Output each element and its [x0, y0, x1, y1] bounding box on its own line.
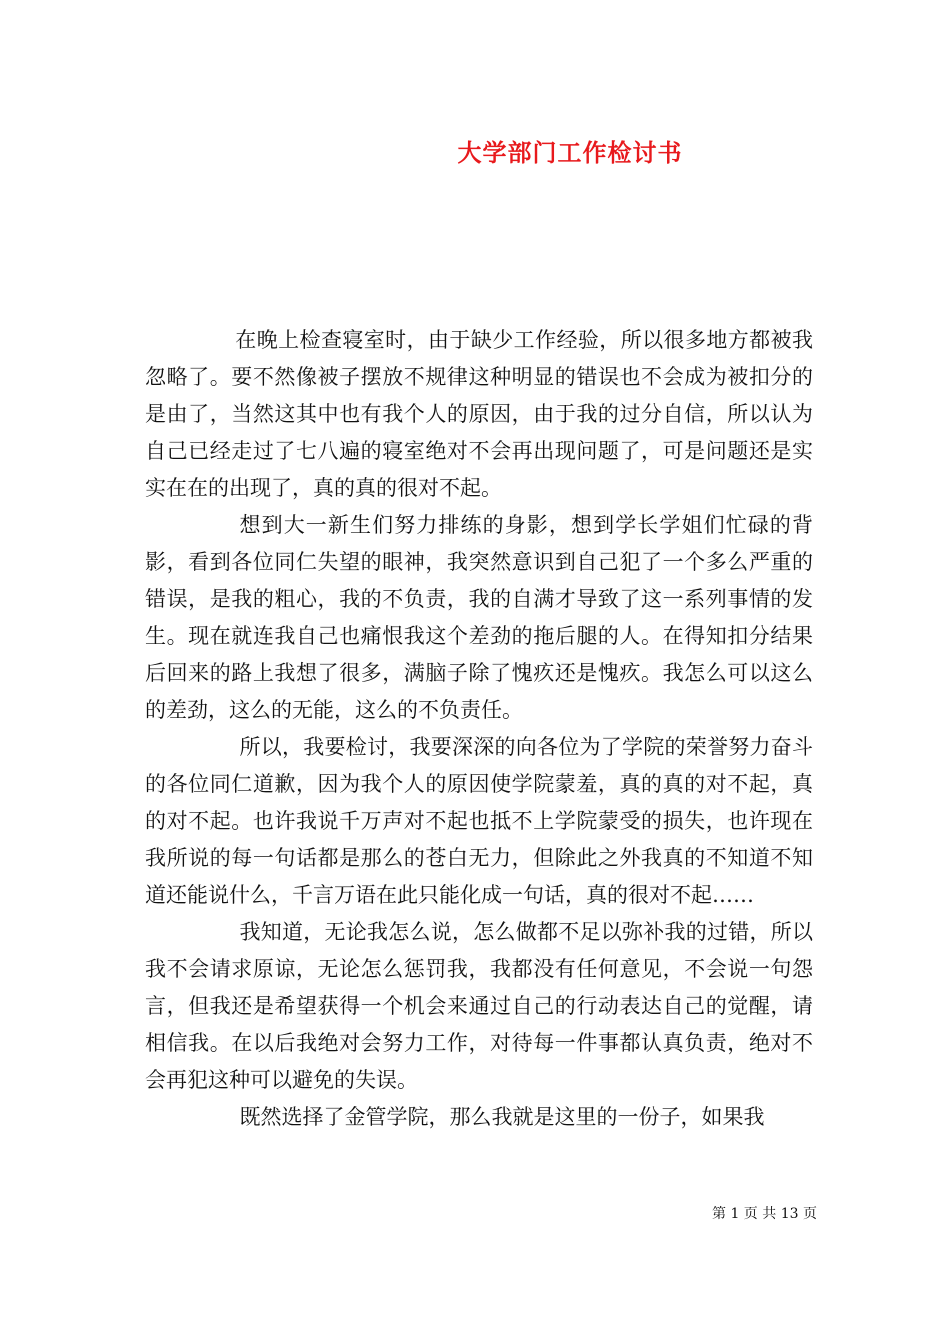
paragraph-4: 我知道，无论我怎么说，怎么做都不足以弥补我的过错，所以我不会请求原谅，无论怎么惩罚我，我都没有任何意见，不会说一句怨言，但我还是希望获得一个机会来通过自己的行动表达自己的觉醒，请相信我。在以后我绝对会努力工作，对待每一件事都认真负责，绝对不会再犯这种可以避免的失误。	[145, 920, 813, 1092]
document-body	[145, 322, 813, 1136]
paragraph-2: 想到大一新生们努力排练的身影，想到学长学姐们忙碌的背影，看到各位同仁失望的眼神，我突然意识到自己犯了一个多么严重的错误，是我的粗心，我的不负责，我的自满才导致了这一系列事情的发生。现在就连我自己也痛恨我这个差劲的拖后腿的人。在得知扣分结果后回来的路上我想了很多，满脑子除了愧疚还是愧疚。我怎么可以这么的差劲，这么的无能，这么的不负责任。	[145, 513, 813, 722]
document-title: 大学部门工作检讨书	[457, 138, 683, 167]
paragraph-5: 既然选择了金管学院，那么我就是这里的一份子，如果我	[239, 1105, 765, 1129]
page-number-footer: 第 1 页 共 13 页	[712, 1206, 817, 1222]
paragraph-1: 在晚上检查寝室时，由于缺少工作经验，所以很多地方都被我忽略了。要不然像被子摆放不规律这种明显的错误也不会成为被扣分的是由了，当然这其中也有我个人的原因，由于我的过分自信，所以认为自己已经走过了七八遍的寝室绝对不会再出现问题了，可是问题还是实实在在的出现了，真的真的很对不起。	[145, 328, 813, 500]
paragraph-3: 所以，我要检讨，我要深深的向各位为了学院的荣誉努力奋斗的各位同仁道歉，因为我个人的原因使学院蒙羞，真的真的对不起，真的对不起。也许我说千万声对不起也抵不上学院蒙受的损失，也许现在我所说的每一句话都是那么的苍白无力，但除此之外我真的不知道不知道还能说什么，千言万语在此只能化成一句话，真的很对不起……	[145, 735, 813, 907]
